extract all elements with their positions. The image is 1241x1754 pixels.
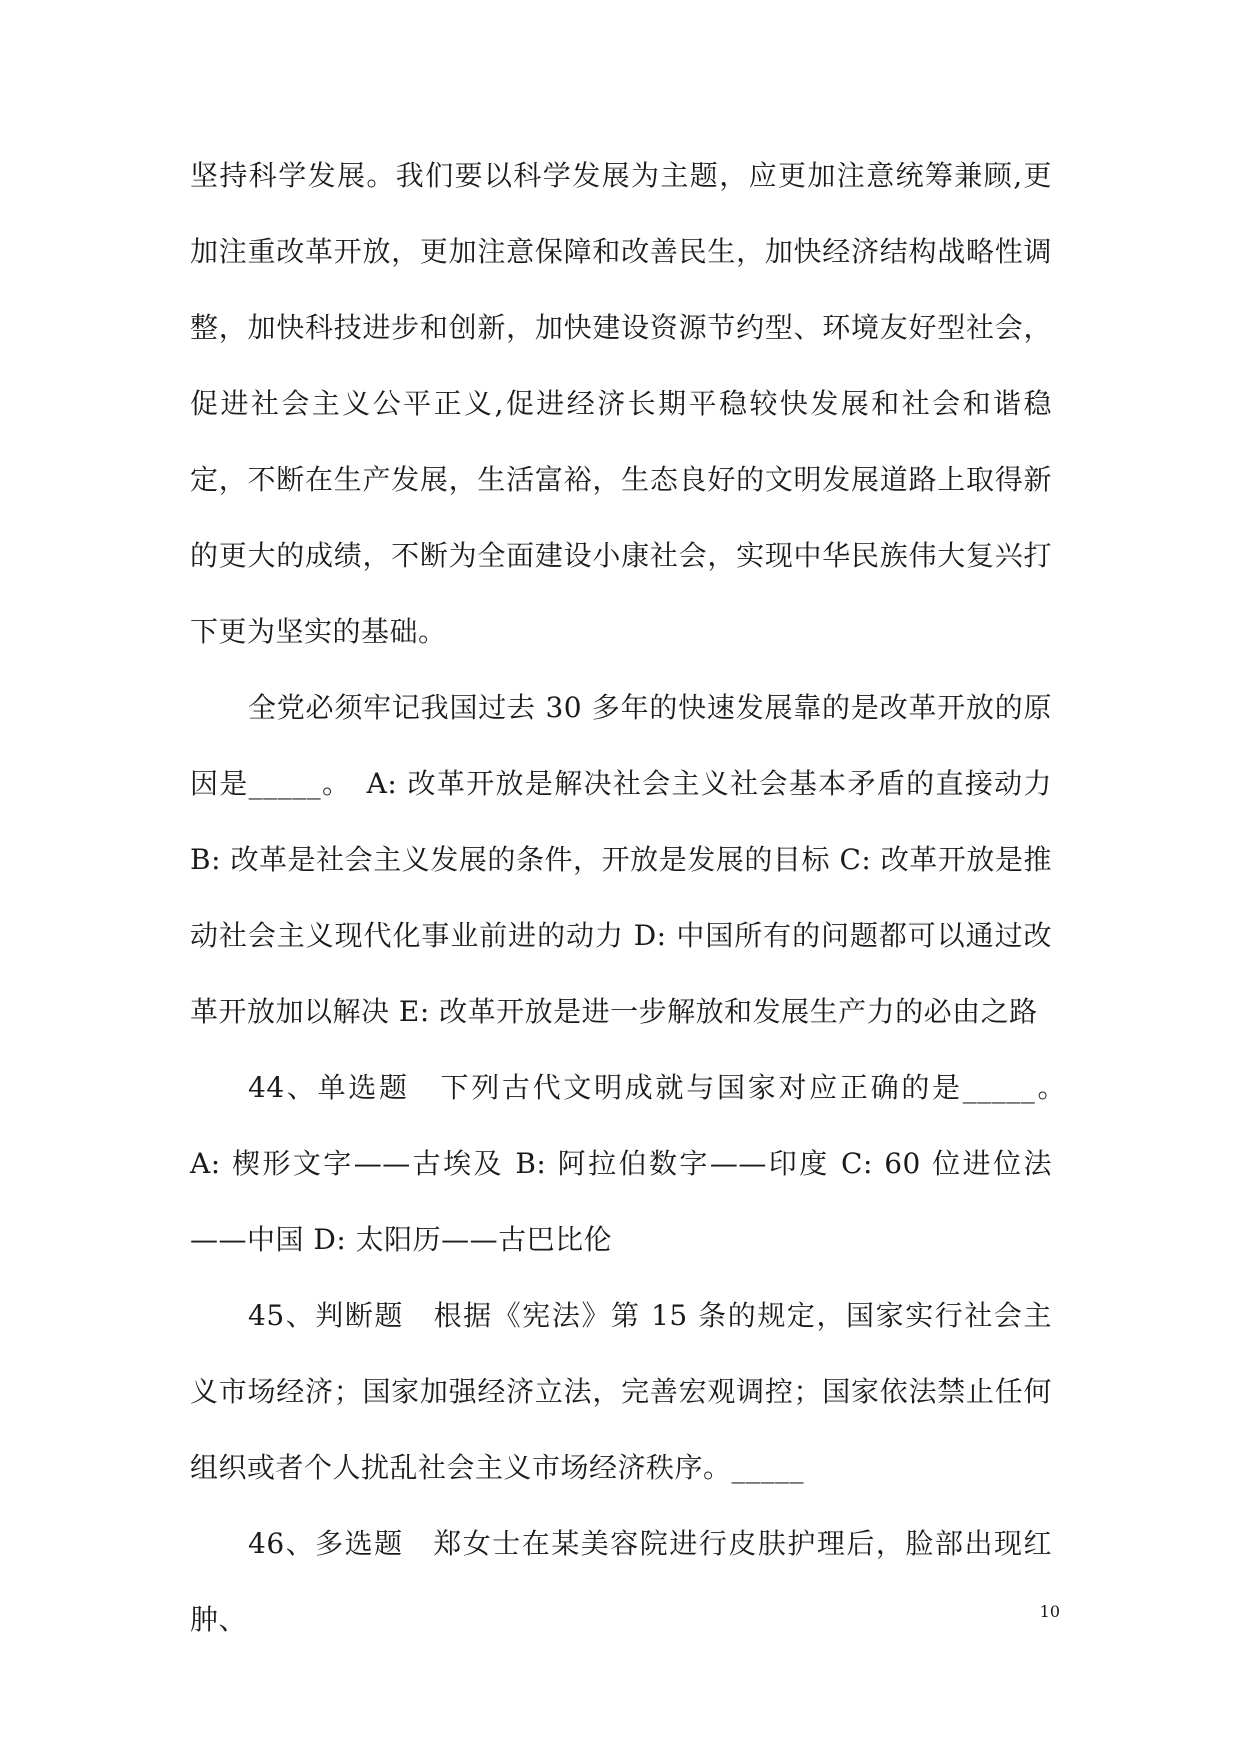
- paragraph-scientific-development: 坚持科学发展。我们要以科学发展为主题，应更加注意统筹兼顾,更加注重改革开放，更加注意保障和改善民生，加快经济结构战略性调整，加快科技进步和创新，加快建设资源节约型、环境友好型社会，促进社会主义公平正义,促进经济长期平稳较快发展和社会和谐稳定，不断在生产发展，生活富裕，生态良好的文明发展道路上取得新的更大的成绩，不断为全面建设小康社会，实现中华民族伟大复兴打下更为坚实的基础。: [190, 159, 1052, 648]
- page-number: 10: [1039, 1602, 1060, 1621]
- paragraph-question-reform-opening: 全党必须牢记我国过去 30 多年的快速发展靠的是改革开放的原因是_____。 A: 改革开放是解决社会主义社会基本矛盾的直接动力 B: 改革是社会主义发展的条件，开放是发展的目标 C: 改革开放是推动社会主义现代化事业前进的动力 D: 中国所有的问题都可以通过改革开放加以解决 E: 改革开放是进一步解放和发展生产力的必由之路: [190, 691, 1052, 1028]
- paragraph-question-46: 46、多选题 郑女士在某美容院进行皮肤护理后，脸部出现红肿、: [190, 1527, 1052, 1636]
- paragraph-question-45: 45、判断题 根据《宪法》第 15 条的规定，国家实行社会主义市场经济；国家加强经济立法，完善宏观调控；国家依法禁止任何组织或者个人扰乱社会主义市场经济秩序。_____: [190, 1299, 1052, 1484]
- document-body: [190, 138, 1081, 1658]
- paragraph-question-44: 44、单选题 下列古代文明成就与国家对应正确的是_____。 A: 楔形文字——古埃及 B: 阿拉伯数字——印度 C: 60 位进位法——中国 D: 太阳历——古巴比伦: [190, 1071, 1081, 1256]
